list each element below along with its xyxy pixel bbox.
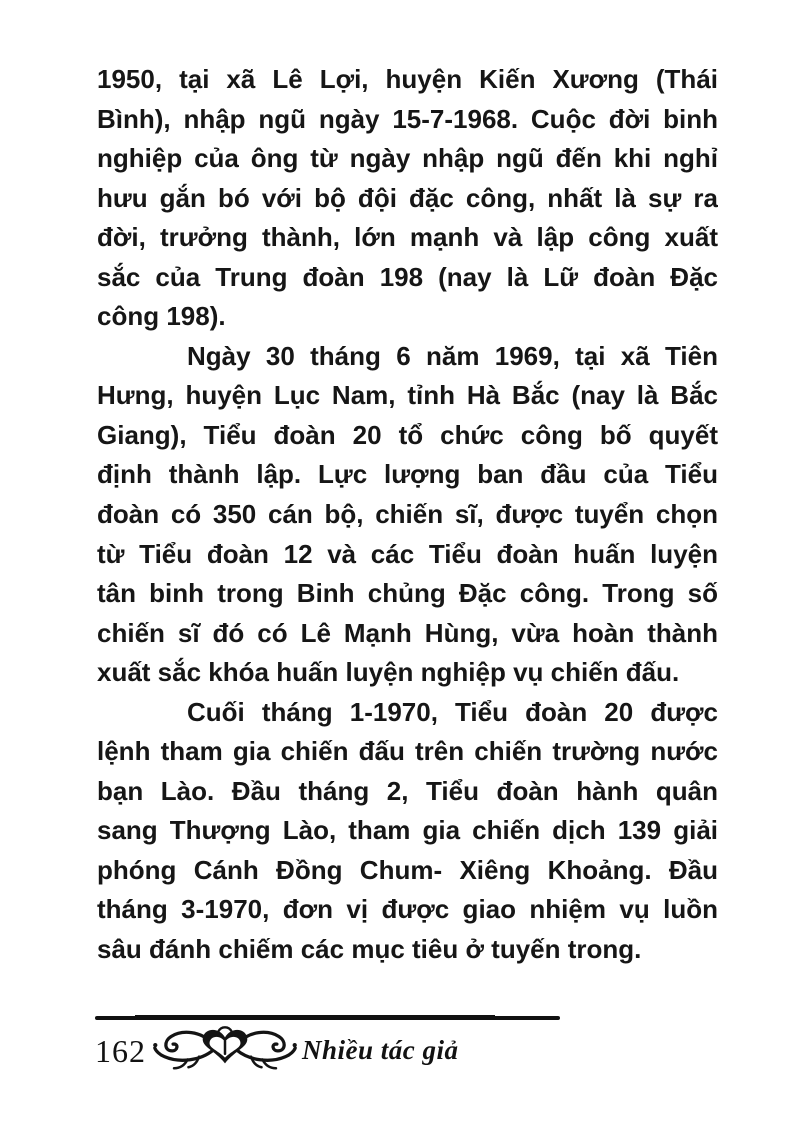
text-line: đoàn có 350 cán bộ, chiến sĩ, được tuyển chọn xyxy=(97,499,718,530)
text-line: xuất sắc khóa huấn luyện nghiệp vụ chiến đấu. xyxy=(97,657,680,688)
text-line: công 198). xyxy=(97,301,226,332)
page-body-text xyxy=(97,60,718,970)
text-line: sắc của Trung đoàn 198 (nay là Lữ đoàn Đặc xyxy=(97,261,718,292)
page-number: 162 xyxy=(95,1033,146,1069)
book-author-label: Nhiều tác giả xyxy=(302,1035,459,1065)
text-line: 1950, tại xã Lê Lợi, huyện Kiến Xương (Thái xyxy=(97,64,718,94)
text-line: hưu gắn bó với bộ đội đặc công, nhất là sự ra xyxy=(97,182,718,213)
text-line: bạn Lào. Đầu tháng 2, Tiểu đoàn hành quân xyxy=(97,775,718,806)
page-footer xyxy=(95,1024,459,1072)
text-line: phóng Cánh Đồng Chum- Xiêng Khoảng. Đầu xyxy=(97,854,718,885)
text-line: chiến sĩ đó có Lê Mạnh Hùng, vừa hoàn thành xyxy=(97,617,718,648)
text-line: lệnh tham gia chiến đấu trên chiến trường nước xyxy=(97,736,718,767)
text-line: định thành lập. Lực lượng ban đầu của Tiểu xyxy=(97,459,718,490)
paragraph-3 xyxy=(97,693,718,970)
text-line: sang Thượng Lào, tham gia chiến dịch 139 giải xyxy=(97,815,718,846)
text-line: đời, trưởng thành, lớn mạnh và lập công xuất xyxy=(97,222,718,253)
text-line: tân binh trong Binh chủng Đặc công. Trong số xyxy=(97,578,718,609)
text-line: Cuối tháng 1-1970, Tiểu đoàn 20 được xyxy=(187,696,718,727)
text-line: Giang), Tiểu đoàn 20 tổ chức công bố quyết xyxy=(97,419,718,450)
text-line: Bình), nhập ngũ ngày 15-7-1968. Cuộc đời binh xyxy=(97,103,718,134)
paragraph-1 xyxy=(97,60,718,337)
text-line: Hưng, huyện Lục Nam, tỉnh Hà Bắc (nay là Bắc xyxy=(97,380,718,411)
paragraph-2 xyxy=(97,337,718,693)
text-line: nghiệp của ông từ ngày nhập ngũ đến khi nghỉ xyxy=(97,143,718,174)
text-line: sâu đánh chiếm các mục tiêu ở tuyến trong. xyxy=(97,934,642,965)
footer-rule xyxy=(95,1016,560,1020)
floral-flourish-icon xyxy=(150,1023,300,1073)
text-line: từ Tiểu đoàn 12 và các Tiểu đoàn huấn luyện xyxy=(97,538,718,569)
text-line: tháng 3-1970, đơn vị được giao nhiệm vụ luồn xyxy=(97,894,718,925)
text-line: Ngày 30 tháng 6 năm 1969, tại xã Tiên xyxy=(187,340,718,371)
